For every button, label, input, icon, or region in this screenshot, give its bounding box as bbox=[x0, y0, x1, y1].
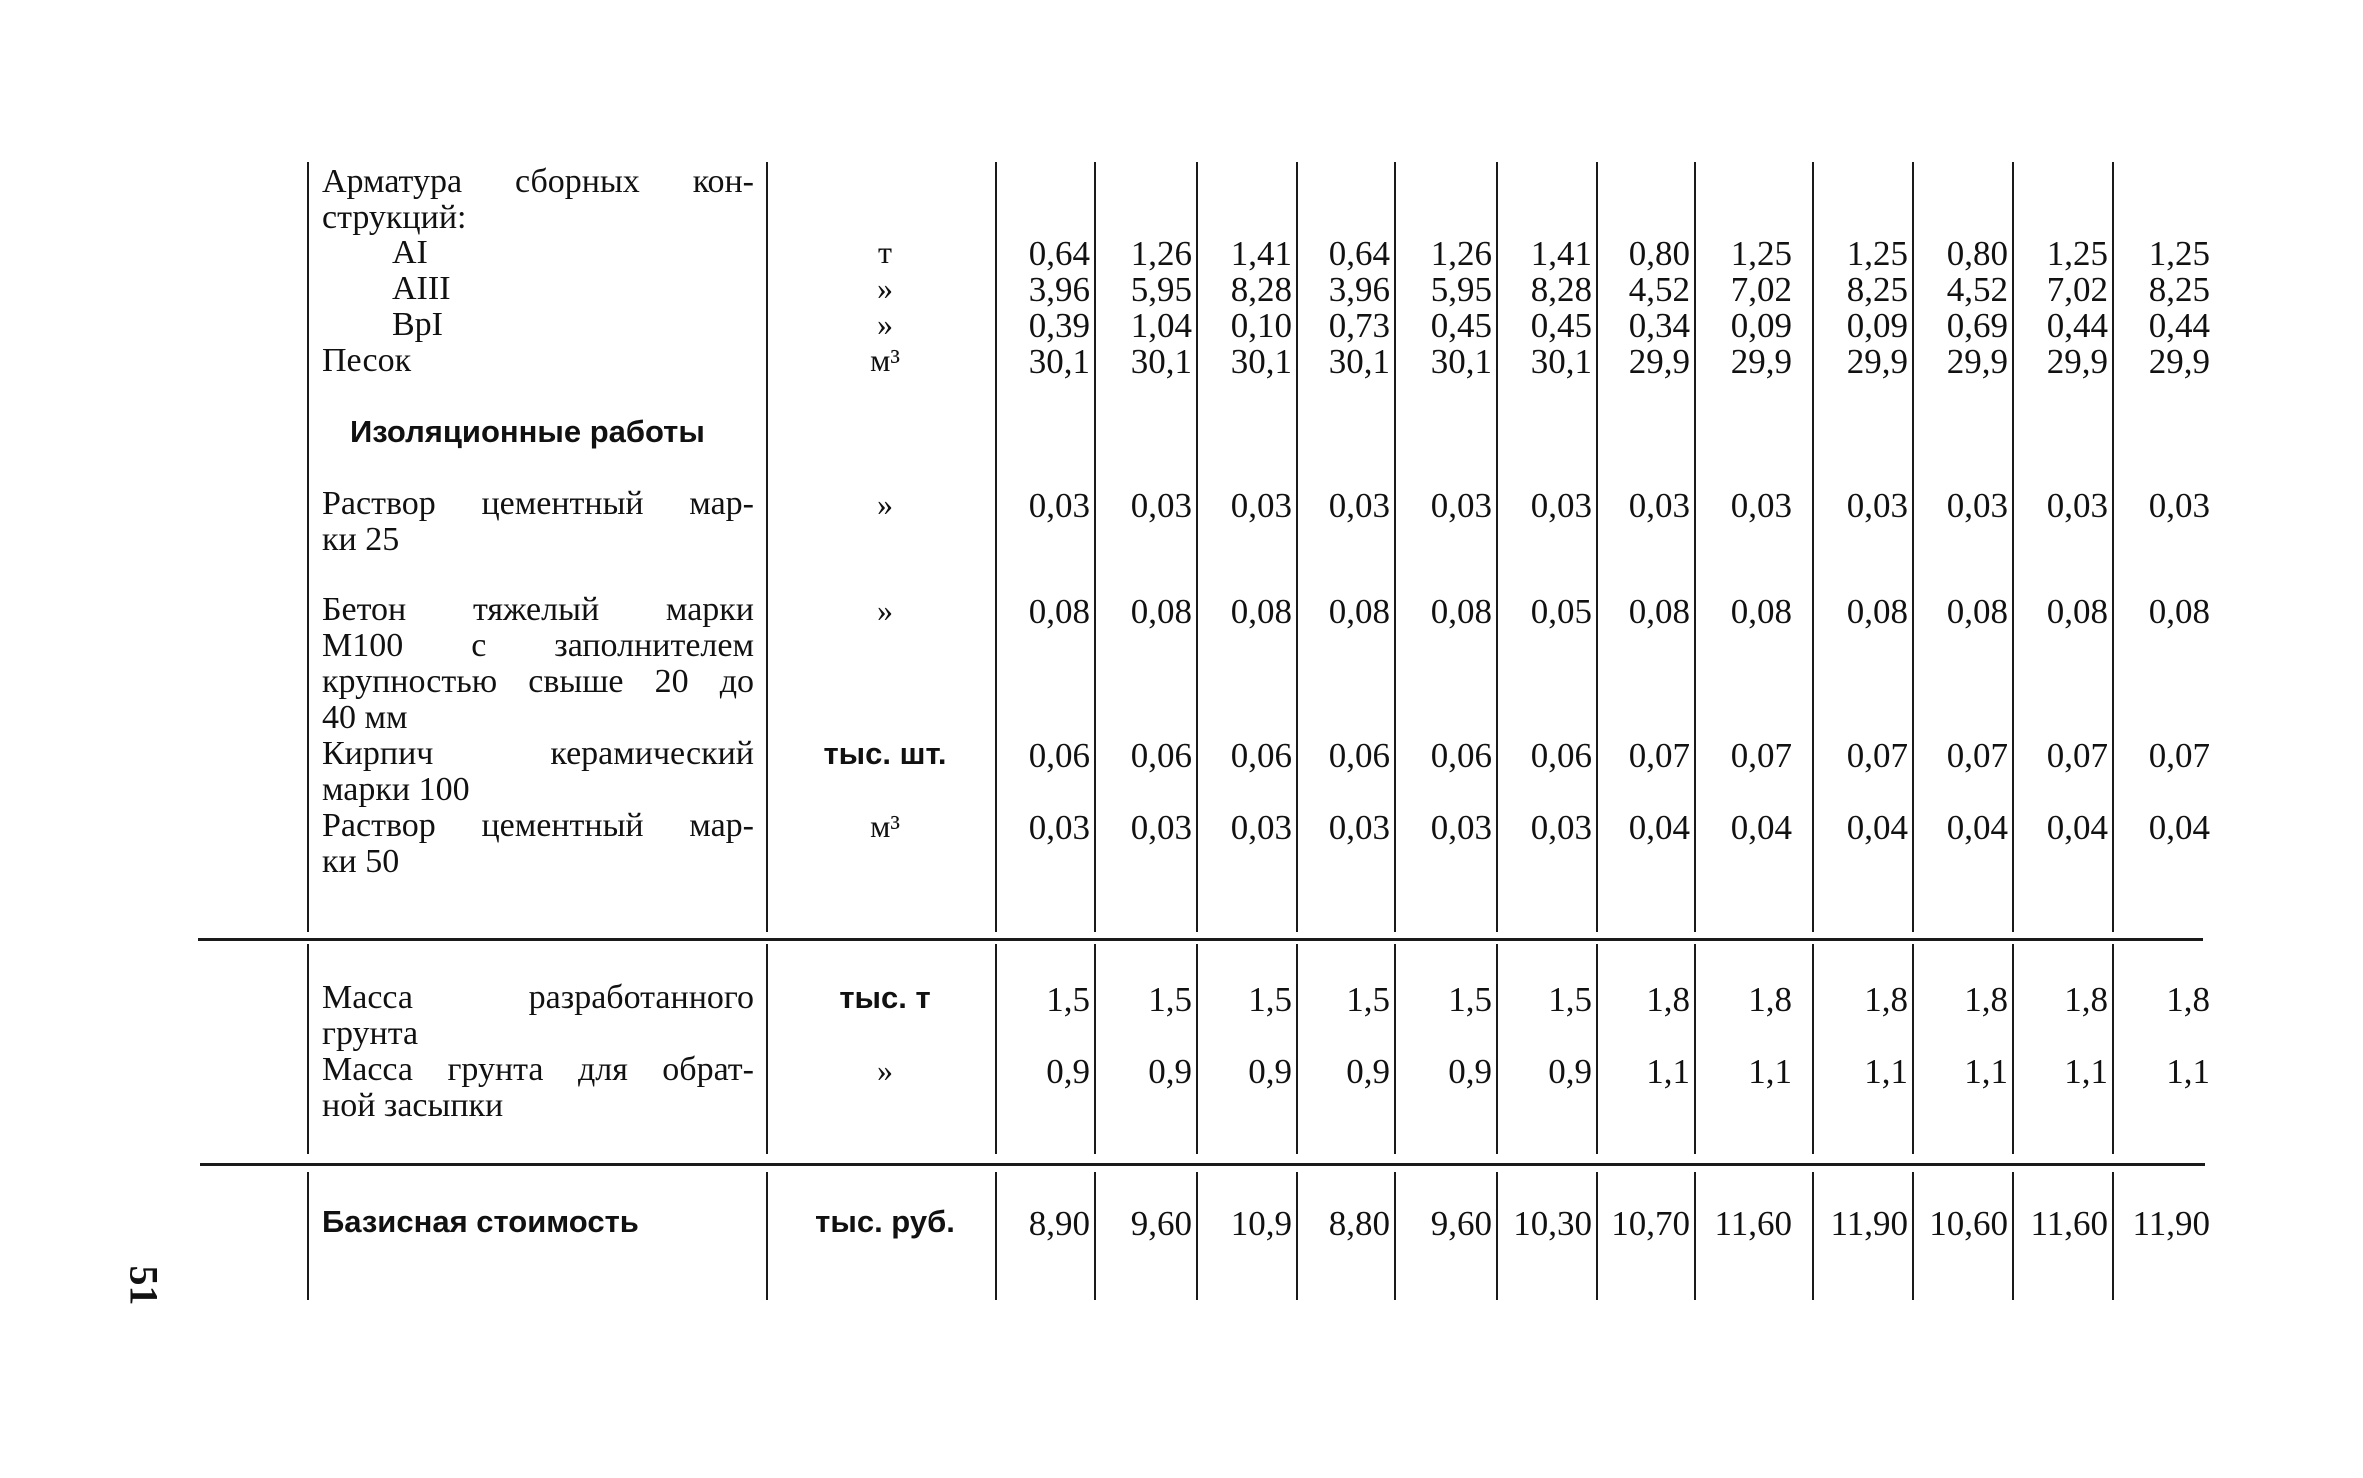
column-rule bbox=[2112, 1172, 2114, 1300]
column-rule bbox=[2012, 162, 2014, 932]
value-cell: 0,04 bbox=[2148, 808, 2210, 847]
column-rule bbox=[1694, 162, 1696, 932]
value-cell: 0,03 bbox=[1328, 808, 1390, 847]
row-name-line: Кирпич керамический bbox=[322, 735, 754, 772]
value-cell: 1,8 bbox=[1748, 980, 1792, 1019]
row-name-line: ной засыпки bbox=[322, 1087, 504, 1124]
value-cell: 0,08 bbox=[1130, 592, 1192, 631]
value-cell: 0,69 bbox=[1946, 306, 2008, 345]
value-cell: 30,1 bbox=[1230, 342, 1292, 381]
value-cell: 0,44 bbox=[2046, 306, 2108, 345]
value-cell: 1,5 bbox=[1248, 980, 1292, 1019]
column-rule bbox=[766, 1172, 768, 1300]
column-rule bbox=[2112, 162, 2114, 932]
column-rule bbox=[1196, 162, 1198, 932]
value-cell: 1,25 bbox=[2148, 234, 2210, 273]
value-cell: 11,60 bbox=[2030, 1204, 2108, 1243]
value-cell: 0,07 bbox=[2046, 736, 2108, 775]
value-cell: 10,30 bbox=[1513, 1204, 1592, 1243]
value-cell: 1,1 bbox=[2064, 1052, 2108, 1091]
value-cell: 0,07 bbox=[1628, 736, 1690, 775]
value-cell: 0,08 bbox=[1628, 592, 1690, 631]
value-cell: 8,90 bbox=[1028, 1204, 1090, 1243]
value-cell: 0,34 bbox=[1628, 306, 1690, 345]
value-cell: 11,90 bbox=[1830, 1204, 1908, 1243]
value-cell: 0,03 bbox=[2148, 486, 2210, 525]
value-cell: 0,03 bbox=[1230, 486, 1292, 525]
column-rule bbox=[995, 944, 997, 1154]
value-cell: 1,1 bbox=[1964, 1052, 2008, 1091]
value-cell: 0,9 bbox=[1148, 1052, 1192, 1091]
row-name-line: марки 100 bbox=[322, 771, 470, 808]
value-cell: 5,95 bbox=[1430, 270, 1492, 309]
value-cell: 0,08 bbox=[1846, 592, 1908, 631]
value-cell: 8,28 bbox=[1230, 270, 1292, 309]
row-unit: » bbox=[877, 1052, 893, 1088]
value-cell: 0,05 bbox=[1530, 592, 1592, 631]
column-rule bbox=[2112, 944, 2114, 1154]
reinforcement-label-line: струкций: bbox=[322, 199, 467, 236]
value-cell: 0,03 bbox=[1530, 808, 1592, 847]
value-cell: 0,03 bbox=[1846, 486, 1908, 525]
value-cell: 0,08 bbox=[1730, 592, 1792, 631]
value-cell: 29,9 bbox=[1846, 342, 1908, 381]
value-cell: 1,5 bbox=[1448, 980, 1492, 1019]
value-cell: 0,9 bbox=[1046, 1052, 1090, 1091]
column-rule bbox=[766, 944, 768, 1154]
column-rule bbox=[1912, 162, 1914, 932]
value-cell: 3,96 bbox=[1328, 270, 1390, 309]
column-rule bbox=[1812, 162, 1814, 932]
value-cell: 0,03 bbox=[1946, 486, 2008, 525]
value-cell: 1,5 bbox=[1046, 980, 1090, 1019]
value-cell: 0,9 bbox=[1346, 1052, 1390, 1091]
value-cell: 0,08 bbox=[1028, 592, 1090, 631]
value-cell: 0,03 bbox=[1328, 486, 1390, 525]
column-rule bbox=[1196, 1172, 1198, 1300]
row-name: AI bbox=[392, 234, 428, 271]
value-cell: 10,70 bbox=[1611, 1204, 1690, 1243]
value-cell: 0,44 bbox=[2148, 306, 2210, 345]
row-unit: тыс. шт. bbox=[823, 736, 947, 771]
value-cell: 11,60 bbox=[1714, 1204, 1792, 1243]
value-cell: 0,9 bbox=[1548, 1052, 1592, 1091]
row-unit: тыс. т bbox=[839, 980, 931, 1015]
value-cell: 1,8 bbox=[1646, 980, 1690, 1019]
row-name-line: М100 с заполнителем bbox=[322, 627, 754, 664]
value-cell: 0,03 bbox=[1730, 486, 1792, 525]
value-cell: 8,25 bbox=[1846, 270, 1908, 309]
value-cell: 0,09 bbox=[1730, 306, 1792, 345]
value-cell: 0,07 bbox=[2148, 736, 2210, 775]
value-cell: 30,1 bbox=[1328, 342, 1390, 381]
value-cell: 0,06 bbox=[1230, 736, 1292, 775]
column-rule bbox=[1394, 1172, 1396, 1300]
row-name bbox=[322, 736, 754, 808]
value-cell: 1,8 bbox=[1864, 980, 1908, 1019]
value-cell: 10,9 bbox=[1230, 1204, 1292, 1243]
value-cell: 0,06 bbox=[1028, 736, 1090, 775]
column-rule bbox=[766, 162, 768, 932]
value-cell: 30,1 bbox=[1028, 342, 1090, 381]
value-cell: 29,9 bbox=[2148, 342, 2210, 381]
reinforcement-label bbox=[322, 164, 754, 236]
column-rule bbox=[1596, 1172, 1598, 1300]
value-cell: 1,8 bbox=[2166, 980, 2210, 1019]
value-cell: 0,03 bbox=[1130, 486, 1192, 525]
row-name bbox=[322, 980, 754, 1052]
column-rule bbox=[1596, 944, 1598, 1154]
column-rule bbox=[1596, 162, 1598, 932]
column-rule bbox=[1196, 944, 1198, 1154]
column-rule bbox=[1094, 1172, 1096, 1300]
value-cell: 5,95 bbox=[1130, 270, 1192, 309]
row-name-line: ки 25 bbox=[322, 521, 400, 558]
value-cell: 8,25 bbox=[2148, 270, 2210, 309]
value-cell: 0,73 bbox=[1328, 306, 1390, 345]
row-unit: » bbox=[877, 306, 893, 342]
row-name-line: Масса разработанного bbox=[322, 979, 754, 1016]
row-name-line: Бетон тяжелый марки bbox=[322, 591, 754, 628]
value-cell: 0,64 bbox=[1028, 234, 1090, 273]
value-cell: 1,25 bbox=[2046, 234, 2108, 273]
value-cell: 7,02 bbox=[2046, 270, 2108, 309]
row-unit: » bbox=[877, 486, 893, 522]
value-cell: 8,28 bbox=[1530, 270, 1592, 309]
column-rule bbox=[1912, 1172, 1914, 1300]
value-cell: 29,9 bbox=[2046, 342, 2108, 381]
value-cell: 0,03 bbox=[1130, 808, 1192, 847]
column-rule bbox=[1094, 162, 1096, 932]
value-cell: 0,04 bbox=[1730, 808, 1792, 847]
value-cell: 0,03 bbox=[1028, 808, 1090, 847]
column-rule bbox=[2012, 944, 2014, 1154]
value-cell: 0,09 bbox=[1846, 306, 1908, 345]
value-cell: 1,8 bbox=[1964, 980, 2008, 1019]
column-rule bbox=[307, 162, 309, 932]
value-cell: 1,41 bbox=[1530, 234, 1592, 273]
row-name bbox=[322, 486, 754, 558]
value-cell: 0,80 bbox=[1946, 234, 2008, 273]
value-cell: 10,60 bbox=[1929, 1204, 2008, 1243]
value-cell: 0,06 bbox=[1430, 736, 1492, 775]
row-name: BpI bbox=[392, 306, 443, 343]
row-name-line: Масса грунта для обрат- bbox=[322, 1051, 754, 1088]
row-unit: тыс. руб. bbox=[815, 1204, 955, 1239]
value-cell: 4,52 bbox=[1628, 270, 1690, 309]
column-rule bbox=[1912, 944, 1914, 1154]
row-name bbox=[322, 1052, 754, 1124]
value-cell: 0,04 bbox=[2046, 808, 2108, 847]
value-cell: 30,1 bbox=[1530, 342, 1592, 381]
row-name: AIII bbox=[392, 270, 451, 307]
row-name bbox=[322, 592, 754, 736]
value-cell: 0,04 bbox=[1628, 808, 1690, 847]
value-cell: 1,41 bbox=[1230, 234, 1292, 273]
value-cell: 1,04 bbox=[1130, 306, 1192, 345]
value-cell: 1,5 bbox=[1346, 980, 1390, 1019]
value-cell: 4,52 bbox=[1946, 270, 2008, 309]
row-name: Песок bbox=[322, 342, 412, 379]
row-name-line: ки 50 bbox=[322, 843, 400, 880]
value-cell: 29,9 bbox=[1628, 342, 1690, 381]
row-name-line: 40 мм bbox=[322, 699, 408, 736]
value-cell: 1,5 bbox=[1548, 980, 1592, 1019]
value-cell: 1,5 bbox=[1148, 980, 1192, 1019]
column-rule bbox=[1094, 944, 1096, 1154]
column-rule bbox=[1694, 944, 1696, 1154]
value-cell: 0,03 bbox=[1430, 808, 1492, 847]
value-cell: 0,45 bbox=[1530, 306, 1592, 345]
row-name-line: Раствор цементный мар- bbox=[322, 485, 754, 522]
value-cell: 0,07 bbox=[1846, 736, 1908, 775]
value-cell: 1,1 bbox=[1864, 1052, 1908, 1091]
value-cell: 0,9 bbox=[1248, 1052, 1292, 1091]
section-heading: Изоляционные работы bbox=[350, 414, 705, 449]
row-unit: т bbox=[878, 234, 892, 270]
value-cell: 0,03 bbox=[2046, 486, 2108, 525]
value-cell: 0,03 bbox=[1430, 486, 1492, 525]
column-rule bbox=[1812, 1172, 1814, 1300]
value-cell: 0,80 bbox=[1628, 234, 1690, 273]
value-cell: 1,1 bbox=[1646, 1052, 1690, 1091]
value-cell: 0,08 bbox=[1230, 592, 1292, 631]
value-cell: 0,07 bbox=[1730, 736, 1792, 775]
value-cell: 29,9 bbox=[1946, 342, 2008, 381]
value-cell: 1,25 bbox=[1846, 234, 1908, 273]
column-rule bbox=[1296, 944, 1298, 1154]
column-rule bbox=[1496, 1172, 1498, 1300]
column-rule bbox=[1296, 162, 1298, 932]
value-cell: 0,07 bbox=[1946, 736, 2008, 775]
reinforcement-label-line: Арматура сборных кон- bbox=[322, 163, 754, 200]
section-divider-1 bbox=[198, 938, 2203, 941]
value-cell: 1,26 bbox=[1130, 234, 1192, 273]
value-cell: 0,03 bbox=[1628, 486, 1690, 525]
row-name-line: Базисная стоимость bbox=[322, 1204, 639, 1239]
column-rule bbox=[1496, 162, 1498, 932]
column-rule bbox=[1296, 1172, 1298, 1300]
value-cell: 0,08 bbox=[1328, 592, 1390, 631]
value-cell: 1,1 bbox=[2166, 1052, 2210, 1091]
row-name-line: Раствор цементный мар- bbox=[322, 807, 754, 844]
value-cell: 0,06 bbox=[1328, 736, 1390, 775]
row-unit: м³ bbox=[870, 342, 900, 378]
value-cell: 9,60 bbox=[1430, 1204, 1492, 1243]
section-divider-2 bbox=[200, 1163, 2205, 1166]
value-cell: 0,04 bbox=[1846, 808, 1908, 847]
value-cell: 11,90 bbox=[2132, 1204, 2210, 1243]
value-cell: 0,08 bbox=[2046, 592, 2108, 631]
row-name-line: грунта bbox=[322, 1015, 419, 1052]
column-rule bbox=[307, 944, 309, 1154]
value-cell: 1,25 bbox=[1730, 234, 1792, 273]
value-cell: 0,39 bbox=[1028, 306, 1090, 345]
value-cell: 0,64 bbox=[1328, 234, 1390, 273]
row-name bbox=[322, 808, 754, 880]
column-rule bbox=[1812, 944, 1814, 1154]
value-cell: 0,08 bbox=[2148, 592, 2210, 631]
column-rule bbox=[2012, 1172, 2014, 1300]
column-rule bbox=[1394, 944, 1396, 1154]
value-cell: 0,06 bbox=[1130, 736, 1192, 775]
value-cell: 9,60 bbox=[1130, 1204, 1192, 1243]
value-cell: 3,96 bbox=[1028, 270, 1090, 309]
column-rule bbox=[307, 1172, 309, 1300]
value-cell: 30,1 bbox=[1130, 342, 1192, 381]
value-cell: 8,80 bbox=[1328, 1204, 1390, 1243]
value-cell: 7,02 bbox=[1730, 270, 1792, 309]
value-cell: 0,10 bbox=[1230, 306, 1292, 345]
value-cell: 0,03 bbox=[1230, 808, 1292, 847]
column-rule bbox=[1394, 162, 1396, 932]
value-cell: 1,1 bbox=[1748, 1052, 1792, 1091]
row-unit: » bbox=[877, 270, 893, 306]
value-cell: 1,8 bbox=[2064, 980, 2108, 1019]
row-unit: м³ bbox=[870, 808, 900, 844]
row-name-line: крупностью свыше 20 до bbox=[322, 663, 754, 700]
value-cell: 0,04 bbox=[1946, 808, 2008, 847]
column-rule bbox=[1694, 1172, 1696, 1300]
value-cell: 29,9 bbox=[1730, 342, 1792, 381]
value-cell: 0,08 bbox=[1946, 592, 2008, 631]
value-cell: 0,06 bbox=[1530, 736, 1592, 775]
value-cell: 0,03 bbox=[1530, 486, 1592, 525]
column-rule bbox=[1496, 944, 1498, 1154]
row-name bbox=[322, 1204, 754, 1240]
value-cell: 30,1 bbox=[1430, 342, 1492, 381]
value-cell: 0,45 bbox=[1430, 306, 1492, 345]
value-cell: 0,9 bbox=[1448, 1052, 1492, 1091]
page-number: 51 bbox=[121, 1265, 167, 1306]
row-unit: » bbox=[877, 592, 893, 628]
value-cell: 0,08 bbox=[1430, 592, 1492, 631]
value-cell: 1,26 bbox=[1430, 234, 1492, 273]
value-cell: 0,03 bbox=[1028, 486, 1090, 525]
